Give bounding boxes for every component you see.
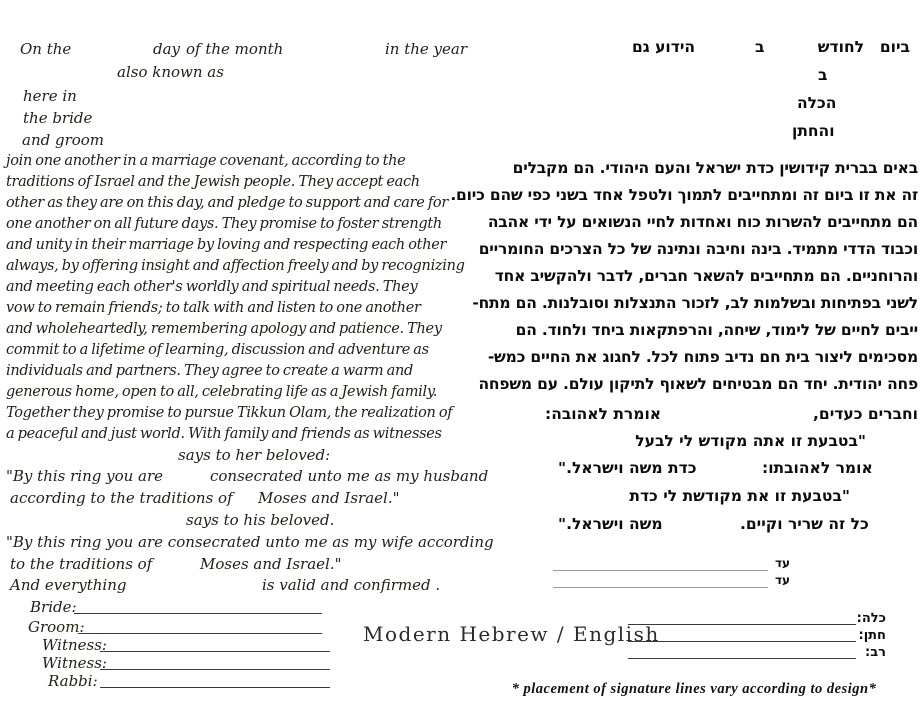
en-para-line: and wholeheartedly, remembering apology and patience. They: [6, 321, 442, 337]
en-vow1-part3: according to the traditions of: [10, 489, 233, 507]
he-para-line: פחה יהודית. יחד הם מבטיחים לשאוף לתיקון עולם. עם משפחה: [478, 375, 918, 393]
he-vow2: "בטבעת זו את מקודשת לי כדת: [629, 487, 850, 505]
he-witness2-line: [553, 587, 768, 588]
en-para-line: and unity in their marriage by loving and respecting each other: [6, 237, 447, 253]
he-of-the-month: לחודש: [817, 38, 864, 56]
he-bride-signature-line: [628, 624, 856, 625]
en-para-line: always, by offering insight and affection freely and by recognizing: [6, 258, 465, 274]
en-says-to-his: says to his beloved.: [186, 511, 335, 529]
en-sig-bride-label: Bride:: [30, 598, 77, 616]
en-para-line: vow to remain friends; to talk with and listen to one another: [6, 300, 421, 316]
en-here-in: here in: [23, 87, 77, 105]
he-vow1: "בטבעת זו אתה מקודש לי לבעל: [635, 432, 866, 450]
en-of-the-month: of the month: [186, 40, 284, 58]
en-para-line: join one another in a marriage covenant, according to the: [6, 153, 406, 169]
en-day: day: [153, 40, 181, 58]
he-para-line: זה את זו ביום זה ומתחייבים לתמוך ולטפל אחד בשני כפי שהם כיום.: [450, 186, 918, 204]
en-vow1-part2: consecrated unto me as my husband: [210, 467, 489, 485]
he-and-groom: והחתן: [792, 122, 835, 140]
he-closing: כל זה שריר וקיים.: [740, 515, 869, 533]
en-para-line: generous home, open to all, celebrating life as a Jewish family.: [6, 384, 438, 400]
en-on-the: On the: [20, 40, 72, 58]
he-here-in-prefix: ב: [818, 66, 828, 84]
en-vow2-part2: Moses and Israel.": [200, 555, 342, 573]
en-sig-witness1-label: Witness:: [42, 636, 107, 654]
groom-signature-line: [78, 633, 322, 634]
he-rabbi-signature-line: [628, 658, 856, 659]
en-vow1-part1: "By this ring you are: [6, 467, 164, 485]
he-witness2-label: עד: [775, 573, 791, 587]
he-witnesses-cont: וחברים כעדים,: [813, 405, 918, 423]
he-groom-signature-line: [628, 641, 856, 642]
en-vow2-line1: "By this ring you are consecrated unto me as my wife according: [6, 533, 494, 551]
bride-signature-line: [74, 613, 322, 614]
design-caption: Modern Hebrew / English: [363, 622, 660, 646]
en-sig-witness2-label: Witness:: [42, 654, 107, 672]
en-also-known-as: also known as: [117, 63, 224, 81]
en-and-groom: and groom: [22, 131, 105, 149]
he-also-known-as: הידוע גם: [632, 38, 696, 56]
en-closing-part2: is valid and confirmed .: [262, 576, 441, 594]
en-says-to-her: says to her beloved:: [178, 446, 331, 464]
he-covenant-paragraph: [450, 155, 918, 398]
en-sig-groom-label: Groom:: [28, 618, 85, 636]
en-vow1-part4: Moses and Israel.": [258, 489, 400, 507]
he-on-the-day: ביום: [879, 38, 910, 56]
en-closing-part1: And everything: [10, 576, 127, 594]
en-para-line: traditions of Israel and the Jewish people. They accept each: [6, 174, 420, 190]
en-the-bride: the bride: [23, 109, 93, 127]
rabbi-signature-line: [100, 687, 330, 688]
he-para-line: מסכימים ליצור בית חם נדיב פתוח לכל. לחגוג את החיים כמש-: [487, 348, 918, 366]
he-in-prefix: ב: [755, 38, 765, 56]
he-sig-groom-label: חתן:: [858, 628, 886, 643]
en-para-line: commit to a lifetime of learning, discussion and adventure as: [6, 342, 429, 358]
witness2-signature-line: [100, 669, 330, 670]
en-vow2-part1: to the traditions of: [10, 555, 153, 573]
he-para-line: ייבים לחיים של לימוד, שיחה, והרפתקאות ביחד ולחוד. הם: [515, 321, 918, 339]
he-the-bride: הכלה: [797, 94, 837, 112]
he-sig-bride-label: כלה:: [856, 611, 886, 626]
en-para-line: a peaceful and just world. With family and friends as witnesses: [6, 426, 442, 442]
he-witness1-line: [553, 570, 768, 571]
he-says-to-his: אומר לאהובתו:: [762, 459, 873, 477]
he-witness1-label: עד: [775, 556, 791, 570]
he-sig-rabbi-label: רב:: [865, 645, 886, 660]
he-para-line: וכבוד הדדי מתמיד. בינה וחיבה ונתינה של כל הצרכים החומריים: [478, 240, 918, 258]
he-para-line: הם מתחייבים להשרות כוח ואחדות לחיי הנשואים על ידי אהבה: [487, 213, 918, 231]
he-vow1-end: כדת משה וישראל.": [558, 459, 697, 477]
en-para-line: Together they promise to pursue Tikkun Olam, the realization of: [6, 405, 453, 421]
en-para-line: one another on all future days. They promise to foster strength: [6, 216, 442, 232]
he-para-line: באים בברית קידושין כדת ישראל והעם היהודי. הם מקבלים: [512, 159, 918, 177]
en-para-line: other as they are on this day, and pledge to support and care for: [6, 195, 448, 211]
he-para-line: והרוחניים. הם מתחייבים להשאר חברים, לדבר ולהקשיב אחד: [494, 267, 918, 285]
en-para-line: and meeting each other's worldly and spiritual needs. They: [6, 279, 418, 295]
he-says-to-her: אומרת לאהובה:: [545, 405, 662, 423]
en-para-line: individuals and partners. They agree to create a warm and: [6, 363, 413, 379]
footnote: * placement of signature lines vary according to design*: [511, 681, 877, 697]
witness1-signature-line: [100, 651, 330, 652]
en-in-the-year: in the year: [385, 40, 468, 58]
en-covenant-paragraph: [6, 151, 465, 445]
en-sig-rabbi-label: Rabbi:: [48, 672, 98, 690]
he-para-line: לשני בפתיחות ובשלמות לב, לזכור התנצלות וסובלנות. הם מתח-: [472, 294, 918, 312]
he-vow2-end: משה וישראל.": [558, 515, 663, 533]
